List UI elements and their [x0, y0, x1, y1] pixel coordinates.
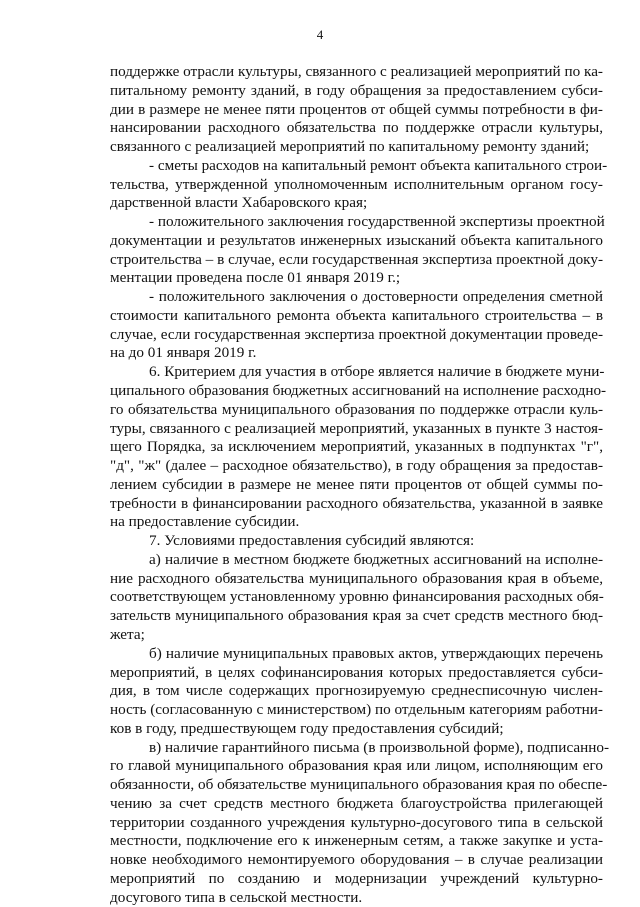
document-body: [110, 63, 610, 907]
text-line: "д", "ж" (далее – расходное обязательство), в году обращения за предостав-: [110, 457, 603, 475]
text-line: - положительного заключения государственной экспертизы проектной: [149, 213, 605, 231]
conditions-paragraph-7: [110, 532, 603, 551]
text-line: в) наличие гарантийного письма (в произвольной форме), подписанно-: [149, 738, 610, 756]
text-line: связанного с реализацией мероприятий по капитальному ремонту зданий;: [110, 138, 590, 156]
condition-a: [110, 551, 603, 645]
text-line: питальному ремонту зданий, в году обращения за предоставлением субси-: [110, 81, 603, 99]
condition-b: [110, 645, 603, 739]
text-line: нансировании расходного обязательства по поддержке отрасли культуры,: [110, 119, 603, 137]
text-line: случае, если государственная экспертиза проектной документации проведе-: [110, 325, 603, 343]
text-line: ципального образования бюджетных ассигнований на исполнение расходно-: [110, 382, 607, 400]
text-line: досугового типа в сельской местности.: [110, 888, 363, 906]
text-line: мероприятий, в целях софинансирования которых предоставляется субси-: [110, 663, 603, 681]
continuation-paragraph: [110, 63, 603, 157]
text-line: тельства, утвержденной уполномоченным исполнительным органом госу-: [110, 175, 603, 193]
text-line: щего Порядка, за исключением мероприятий, указанных в подпунктах "г",: [110, 438, 603, 456]
text-line: - положительного заключения о достоверности определения сметной: [149, 288, 603, 306]
condition-v: [110, 738, 610, 907]
state-expertise-item: [110, 213, 603, 288]
text-line: зательств муниципального образования края за счет средств местного бюд-: [110, 607, 603, 625]
text-line: ность (согласованную с министерством) по отдельным категориям работни-: [110, 701, 603, 719]
text-line: новке необходимого немонтируемого оборудования – в случае реализации: [110, 851, 603, 869]
text-line: дии в размере не менее пяти процентов от общей суммы потребности в фи-: [110, 100, 603, 118]
text-line: ков в году, предшествующем году предоставления субсидий;: [110, 719, 504, 737]
reliability-conclusion-item: [110, 288, 603, 363]
text-line: чению за счет средств местного бюджета благоустройства прилегающей: [110, 794, 603, 812]
page-number: 4: [316, 27, 324, 42]
text-line: соответствующем установленному уровню финансирования расходных обя-: [110, 588, 604, 606]
text-line: на предоставление субсидии.: [110, 513, 300, 531]
text-line: документации и результатов инженерных изысканий объекта капитального: [110, 231, 603, 249]
text-line: стоимости капитального ремонта объекта капитального строительства – в: [110, 306, 603, 324]
criterion-paragraph-6: [110, 363, 607, 532]
text-line: обязанности, об обязательстве муниципального образования края по обеспе-: [110, 776, 608, 794]
text-line: 6. Критерием для участия в отборе является наличие в бюджете муни-: [149, 363, 605, 381]
text-line: местности, подключение его к инженерным сетям, а также закупке и уста-: [110, 832, 603, 850]
text-line: лением субсидии в размере не менее пяти процентов от общей суммы по-: [110, 475, 603, 493]
text-line: ние расходного обязательства муниципального образования края в объеме,: [110, 569, 603, 587]
text-line: на до 01 января 2019 г.: [110, 344, 257, 362]
text-line: го главой муниципального образования края или лицом, исполняющим его: [110, 757, 603, 775]
text-line: строительства – в случае, если государственная экспертиза проектной доку-: [110, 250, 603, 268]
text-line: - сметы расходов на капитальный ремонт объекта капитального строи-: [149, 156, 608, 174]
text-line: ментации проведена после 01 января 2019 г.;: [110, 269, 401, 287]
estimates-item: [110, 156, 608, 213]
text-line: мероприятий по созданию и модернизации учреждений культурно-: [110, 869, 603, 887]
text-line: го обязательства муниципального образования по поддержке отрасли куль-: [110, 400, 603, 418]
text-line: б) наличие муниципальных правовых актов, утверждающих перечень: [149, 644, 603, 662]
text-line: туры, связанного с реализацией мероприятий, указанных в пункте 3 настоя-: [110, 419, 603, 437]
text-line: жета;: [110, 625, 145, 643]
text-line: а) наличие в местном бюджете бюджетных ассигнований на исполне-: [149, 550, 603, 568]
text-line: поддержке отрасли культуры, связанного с реализацией мероприятий по ка-: [110, 63, 603, 80]
text-line: дарственной власти Хабаровского края;: [110, 194, 368, 212]
text-line: территории созданного учреждения культурно-досугового типа в сельской: [110, 813, 603, 831]
text-line: требности в финансировании расходного обязательства, указанной в заявке: [110, 494, 603, 512]
text-line: 7. Условиями предоставления субсидий являются:: [149, 532, 475, 550]
text-line: дия, в том числе содержащих прогнозируемую среднесписочную числен-: [110, 682, 603, 700]
